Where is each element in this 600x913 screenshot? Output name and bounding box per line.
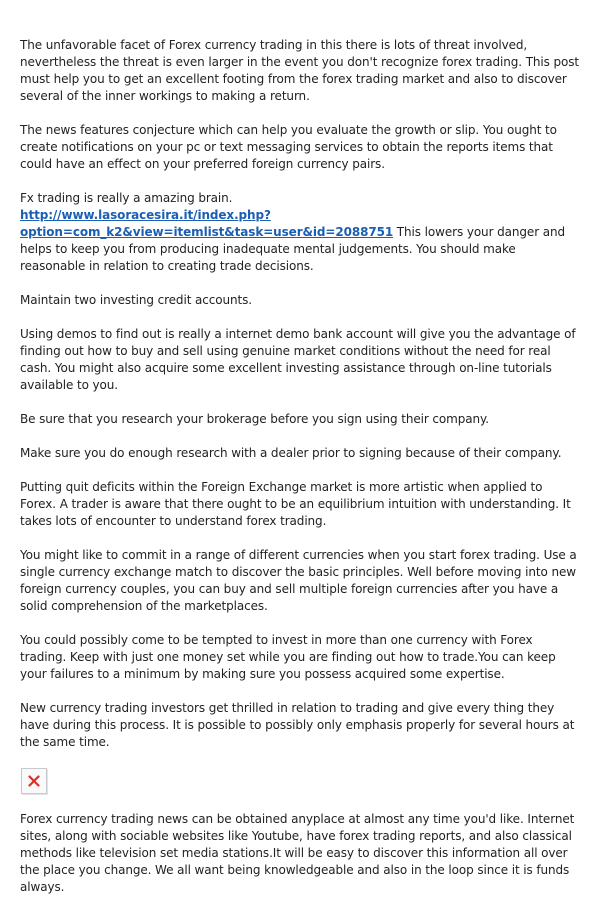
article [20,37,582,913]
paragraph-4: Maintain two investing credit accounts. [20,293,252,307]
paragraph-1: The unfavorable facet of Forex currency trading in this there is lots of threat involved, nevertheless the threat is even larger in the event you don't recognize forex trading. This post must help you to get an excellent footing from the forex trading market and also to discover several of the inner workings to making a return. [20,38,580,103]
paragraph-3-intro: Fx trading is really a amazing brain. [20,191,233,205]
paragraph-8: Putting quit deficits within the Foreign Exchange market is more artistic when applied to Forex. A trader is aware that there ought to be an equilibrium intuition with understanding. It takes lots of encounter to understand forex trading. [20,480,571,528]
paragraph-6: Be sure that you research your brokerage before you sign using their company. [20,412,489,426]
paragraph-10: You could possibly come to be tempted to invest in more than one currency with Forex trading. Keep with just one money set while you are finding out how to trade.You can keep your failures to a minimum by making sure you possess acquired some expertise. [20,633,556,681]
paragraph-12: Forex currency trading news can be obtained anyplace at almost any time you'd like. Internet sites, along with sociable websites like Youtube, have forex trading reports, and also classical methods like television set media stations.It will be easy to discover this information all over the place you change. We all want being knowledgeable and also in the loop since it is funds always. [20,812,575,894]
paragraph-7: Make sure you do enough research with a dealer prior to signing because of their company. [20,446,562,460]
paragraph-9: You might like to commit in a range of different currencies when you start forex trading. Use a single currency exchange match to discover the basic principles. Well before moving into new foreign currency couples, you can buy and sell multiple foreign currencies after you have a solid comprehension of the marketplaces. [20,548,577,613]
broken-image-x-mark [28,775,40,787]
paragraph-11: New currency trading investors get thrilled in relation to trading and give every thing they have during this process. It is possible to possibly only emphasis properly for several hours at the same time. [20,701,575,749]
paragraph-5: Using demos to find out is really a internet demo bank account will give you the advantage of finding out how to buy and sell using genuine market conditions without the need for real cash. You might also acquire some excellent investing assistance through on-line tutorials available to you. [20,327,576,392]
paragraph-2: The news features conjecture which can help you evaluate the growth or slip. You ought to create notifications on your pc or text messaging services to obtain the reports items that could have an effect on your preferred foreign currency pairs. [20,123,557,171]
broken-image-icon [21,768,47,794]
paragraph-3-rest: This lowers your danger and helps to keep you from producing inadequate mental judgements. You should make reasonable in relation to creating trade decisions. [20,225,566,273]
article-link[interactable]: http://www.lasoracesira.it/index.php?option=com_k2&view=itemlist&task=user&id=2088751 [20,208,394,239]
paragraph-3 [20,190,582,275]
